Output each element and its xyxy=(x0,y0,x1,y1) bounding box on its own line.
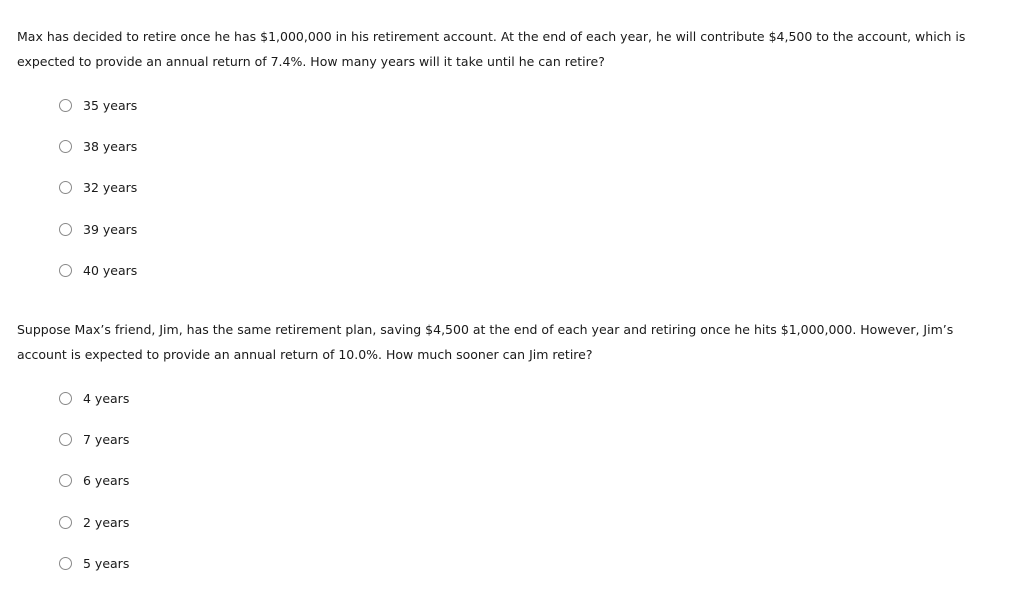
radio-button[interactable] xyxy=(59,474,72,487)
option-label: 7 years xyxy=(83,432,130,448)
option-label: 32 years xyxy=(83,180,138,196)
option-7-years[interactable] xyxy=(59,431,129,472)
option-39-years[interactable] xyxy=(59,221,137,262)
radio-button[interactable] xyxy=(59,433,72,446)
option-35-years[interactable] xyxy=(59,97,137,138)
option-5-years[interactable] xyxy=(59,555,129,596)
radio-button[interactable] xyxy=(59,516,72,529)
question-1-options xyxy=(59,97,137,303)
radio-button[interactable] xyxy=(59,181,72,194)
question-2-text: Suppose Max’s friend, Jim, has the same retirement plan, saving $4,500 at the end of each year and retiring once he hits $1,000,000. However, Jim’s account is expected to provide an annual return of 10.0%. How much sooner can Jim retire? xyxy=(17,322,954,362)
option-label: 4 years xyxy=(83,391,130,406)
option-label: 40 years xyxy=(83,262,138,278)
radio-button[interactable] xyxy=(59,557,72,570)
option-label: 6 years xyxy=(83,473,130,489)
option-4-years[interactable] xyxy=(59,390,129,431)
option-38-years[interactable] xyxy=(59,138,137,179)
question-1-text: Max has decided to retire once he has $1,000,000 in his retirement account. At the end of each year, he will contribute $4,500 to the account, which is expected to provide an annual return of 7.4%. How many years will it take until he can retire? xyxy=(17,29,966,69)
question-2 xyxy=(17,317,997,367)
option-32-years[interactable] xyxy=(59,179,137,220)
option-label: 38 years xyxy=(83,139,138,155)
option-label: 5 years xyxy=(83,555,130,571)
radio-button[interactable] xyxy=(59,99,72,112)
option-label: 2 years xyxy=(83,514,130,530)
option-40-years[interactable] xyxy=(59,262,137,303)
option-2-years[interactable] xyxy=(59,514,129,555)
question-1 xyxy=(17,24,997,74)
option-label: 39 years xyxy=(83,221,138,237)
radio-button[interactable] xyxy=(59,264,72,277)
radio-button[interactable] xyxy=(59,223,72,236)
question-2-options xyxy=(59,390,129,596)
radio-button[interactable] xyxy=(59,392,72,405)
option-label: 35 years xyxy=(83,98,138,113)
option-6-years[interactable] xyxy=(59,472,129,513)
radio-button[interactable] xyxy=(59,140,72,153)
